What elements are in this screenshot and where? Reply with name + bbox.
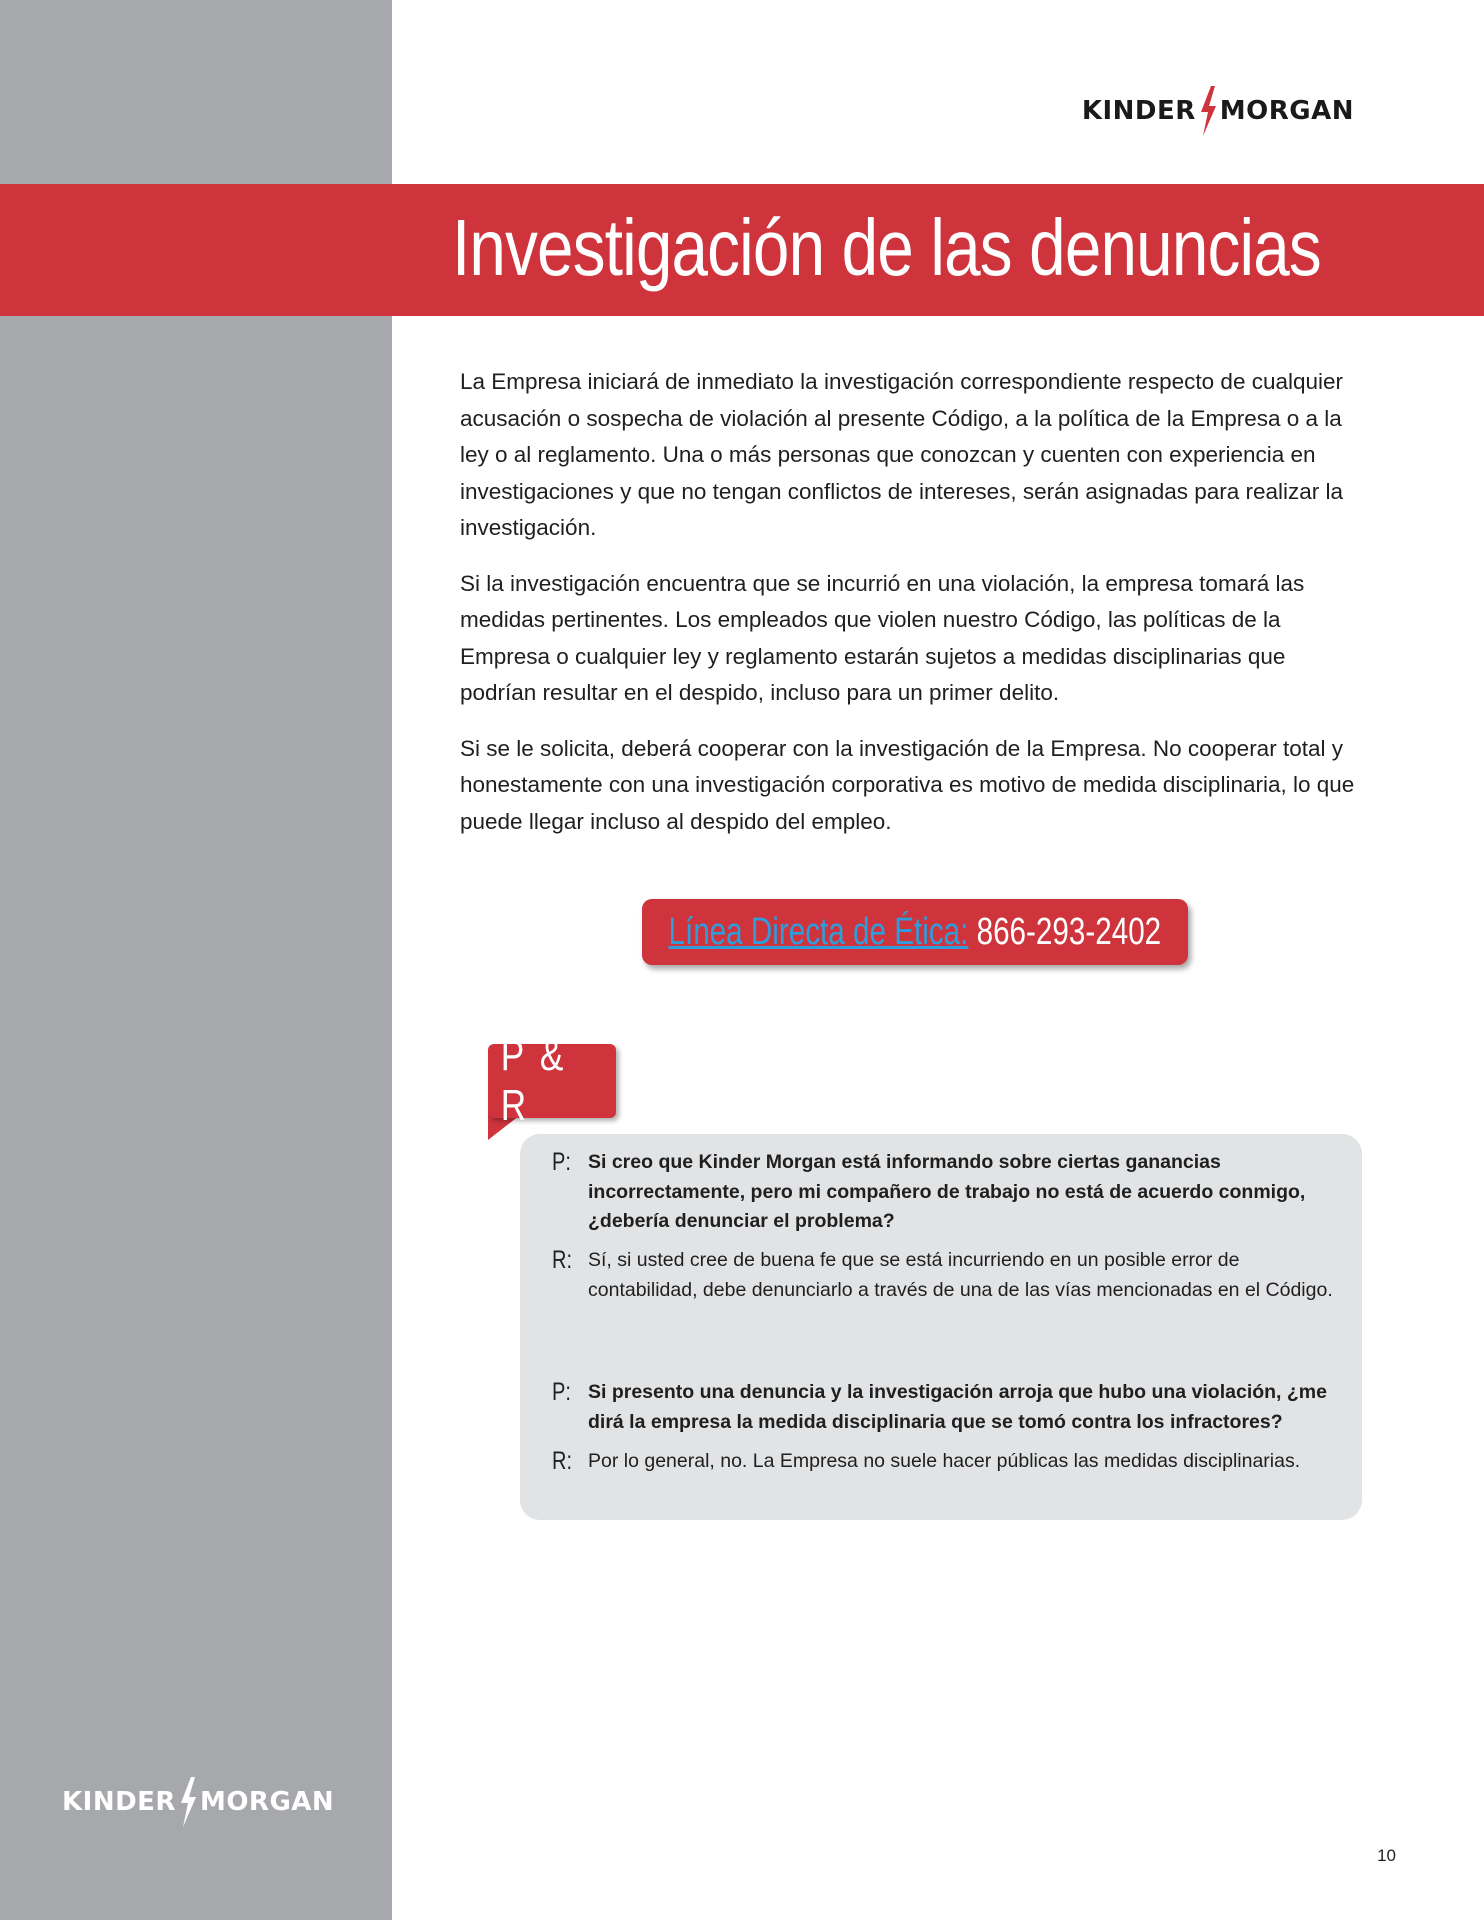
answer-text: Sí, si usted cree de buena fe que se está incurriendo en un posible error de contabilidad, debe denunciarlo a través de una de las vías mencionadas en el Código. (588, 1249, 1333, 1301)
logo-word-kinder: KINDER (1081, 96, 1196, 126)
qa-question-1 (552, 1148, 1342, 1237)
paragraph-3: Si se le solicita, deberá cooperar con la investigación de la Empresa. No cooperar total y honestamente con una investigación corporativa es motivo de medida disciplinaria, lo que puede llegar incluso al despido del empleo. (460, 735, 1355, 834)
question-text: Si presento una denuncia y la investigación arroja que hubo una violación, ¿me dirá la empresa la medida disciplinaria que se tomó contra los infractores? (588, 1381, 1327, 1433)
hotline-phone-number: 866-293-2402 (976, 910, 1162, 953)
qa-answer-2 (552, 1447, 1342, 1477)
answer-marker: R: (552, 1447, 572, 1475)
qa-tab-label: P & R (500, 1031, 567, 1130)
logo-word-morgan: MORGAN (1219, 96, 1354, 126)
page-title: Investigación de las denuncias (452, 203, 1321, 292)
kinder-morgan-logo-bottom (62, 1777, 334, 1827)
lightning-bolt-icon (177, 1777, 199, 1827)
question-marker: P: (552, 1378, 571, 1406)
answer-text: Por lo general, no. La Empresa no suele hacer públicas las medidas disciplinarias. (588, 1450, 1301, 1472)
page-number: 10 (1377, 1846, 1396, 1865)
paragraph-2: Si la investigación encuentra que se incurrió en una violación, la empresa tomará las medidas pertinentes. Los empleados que violen nuestro Código, las políticas de la Empresa o cualquier ley y reglamento estarán sujetos a medidas disciplinarias que podrían resultar en el despido, incluso para un primer delito. (460, 570, 1305, 705)
qa-tab (488, 1031, 616, 1130)
answer-marker: R: (552, 1246, 572, 1274)
kinder-morgan-logo-top (1082, 86, 1354, 136)
body-text (460, 364, 1360, 859)
logo-word-kinder: KINDER (62, 1787, 176, 1817)
logo-word-morgan: MORGAN (199, 1787, 335, 1817)
lightning-bolt-icon (1197, 86, 1219, 136)
question-marker: P: (552, 1148, 571, 1176)
qa-question-2 (552, 1378, 1342, 1437)
qa-answer-1 (552, 1246, 1342, 1305)
ethics-hotline-banner (642, 899, 1188, 965)
paragraph-1: La Empresa iniciará de inmediato la investigación correspondiente respecto de cualquier acusación o sospecha de violación al presente Código, a la política de la Empresa o a la ley o al reglamento. Una o más personas que conozcan y cuenten con experiencia en investigaciones y que no tengan conflictos de intereses, serán asignadas para realizar la investigación. (460, 369, 1344, 540)
question-text: Si creo que Kinder Morgan está informando sobre ciertas ganancias incorrectamente, pero mi compañero de trabajo no está de acuerdo conmigo, ¿debería denunciar el problema? (588, 1151, 1306, 1232)
ethics-hotline-link[interactable]: Línea Directa de Ética: (668, 910, 969, 953)
